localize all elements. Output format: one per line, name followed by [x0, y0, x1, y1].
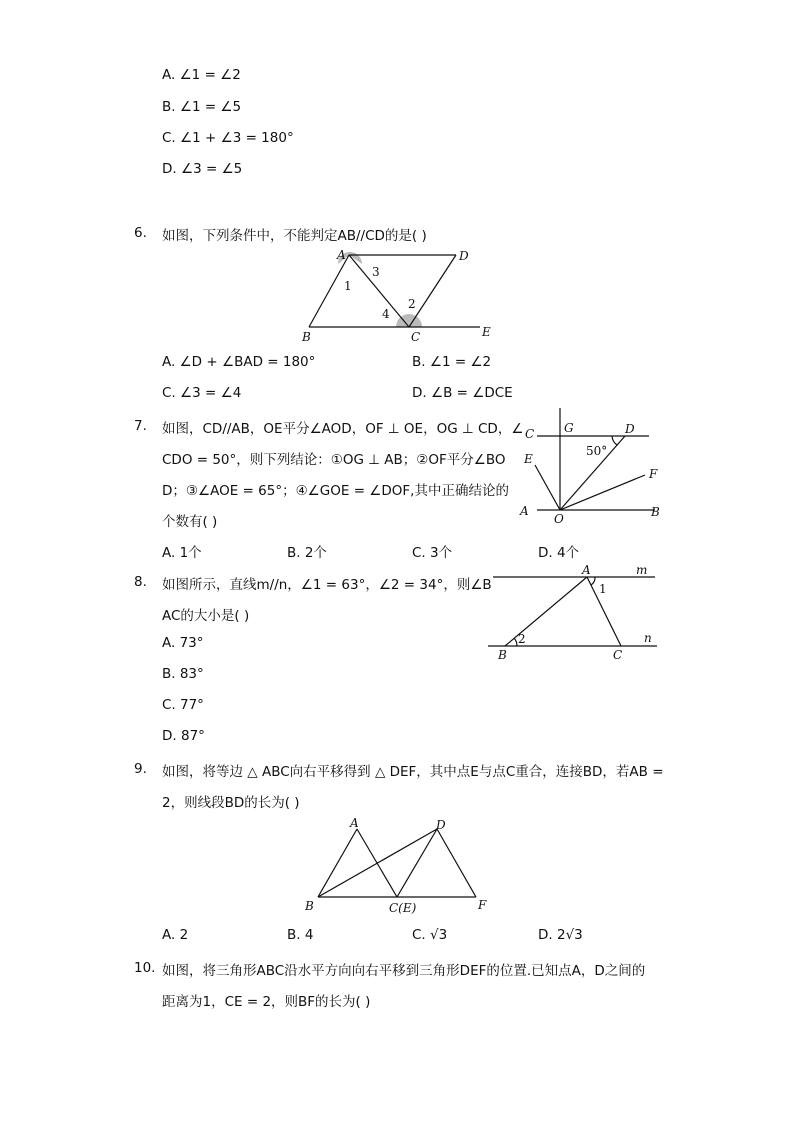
q7-label-d: D	[625, 422, 635, 436]
q6-option-a: A. ∠D + ∠BAD = 180°	[162, 354, 316, 370]
q8-label-1: 1	[599, 582, 607, 596]
q9-label-d: D	[436, 818, 446, 832]
q8-label-b: B	[498, 648, 507, 662]
q8-figure	[485, 560, 665, 665]
q6-label-b: B	[302, 330, 311, 344]
q8-option-a: A. 73°	[162, 635, 204, 651]
q9-label-a: A	[350, 816, 359, 830]
q6-number: 6.	[134, 225, 147, 241]
q7-label-o: O	[554, 512, 564, 526]
q8-option-c: C. 77°	[162, 697, 204, 713]
q6-option-c: C. ∠3 = ∠4	[162, 385, 242, 401]
q7-stem-line-3: D；③∠AOE = 65°；④∠GOE = ∠DOF,其中正确结论的	[162, 483, 509, 499]
q8-label-c: C	[613, 648, 623, 662]
q10-stem-line-1: 如图，将三角形ABC沿水平方向向右平移到三角形DEF的位置.已知点A，D之间的	[162, 963, 646, 979]
q7-option-d: D. 4个	[538, 545, 580, 561]
q8-label-a: A	[582, 563, 591, 577]
q6-label-2: 2	[408, 297, 416, 311]
q7-label-g: G	[564, 421, 574, 435]
q6-label-c: C	[411, 330, 421, 344]
q8-stem-line-1: 如图所示，直线m//n，∠1 = 63°，∠2 = 34°，则∠B	[162, 577, 492, 593]
q9-option-b: B. 4	[287, 927, 314, 943]
q5-option-b: B. ∠1 = ∠5	[162, 99, 242, 115]
q7-label-e: E	[524, 452, 533, 466]
q8-stem-line-2: AC的大小是( )	[162, 608, 250, 624]
q5-option-c: C. ∠1 + ∠3 = 180°	[162, 130, 294, 146]
q5-option-d: D. ∠3 = ∠5	[162, 161, 243, 177]
q8-label-n: n	[644, 631, 652, 645]
q6-stem: 如图，下列条件中，不能判定AB//CD的是( )	[162, 228, 427, 244]
q5-option-a: A. ∠1 = ∠2	[162, 67, 241, 83]
q8-number: 8.	[134, 574, 147, 590]
q7-label-f: F	[649, 467, 658, 481]
q7-stem-line-2: CDO = 50°，则下列结论：①OG ⊥ AB；②OF平分∠BO	[162, 452, 506, 468]
q6-label-1: 1	[344, 279, 352, 293]
q9-label-f: F	[478, 898, 487, 912]
q7-angle-label: 50°	[586, 444, 608, 458]
q7-number: 7.	[134, 418, 147, 434]
q6-label-d: D	[459, 249, 469, 263]
q7-stem-line-1: 如图，CD//AB，OE平分∠AOD，OF ⊥ OE，OG ⊥ CD，∠	[162, 421, 524, 437]
q9-label-b: B	[305, 899, 314, 913]
q9-number: 9.	[134, 761, 147, 777]
q6-label-e: E	[482, 325, 491, 339]
q7-option-a: A. 1个	[162, 545, 202, 561]
q6-label-3: 3	[372, 265, 380, 279]
q9-option-c: C. √3	[412, 927, 448, 943]
q6-option-b: B. ∠1 = ∠2	[412, 354, 492, 370]
q9-stem-line-1: 如图，将等边 △ ABC向右平移得到 △ DEF，其中点E与点C重合，连接BD，若AB =	[162, 764, 664, 780]
q7-option-c: C. 3个	[412, 545, 453, 561]
q7-label-a: A	[520, 504, 529, 518]
q6-label-4: 4	[382, 307, 390, 321]
q9-label-ce: C(E)	[389, 901, 417, 915]
q7-stem-line-4: 个数有( )	[162, 514, 218, 530]
q7-figure	[515, 405, 675, 530]
q8-label-m: m	[636, 563, 648, 577]
q9-stem-line-2: 2，则线段BD的长为( )	[162, 795, 300, 811]
q8-option-d: D. 87°	[162, 728, 205, 744]
q10-stem-line-2: 距离为1，CE = 2，则BF的长为( )	[162, 994, 371, 1010]
q8-label-2: 2	[518, 632, 526, 646]
q10-number: 10.	[134, 960, 156, 976]
q9-option-d: D. 2√3	[538, 927, 583, 943]
q7-option-b: B. 2个	[287, 545, 327, 561]
q8-option-b: B. 83°	[162, 666, 204, 682]
q9-option-a: A. 2	[162, 927, 189, 943]
q7-label-b: B	[651, 505, 660, 519]
q6-figure	[290, 248, 510, 348]
q9-figure	[300, 815, 500, 915]
q7-label-c: C	[525, 427, 535, 441]
q6-label-a: A	[337, 248, 346, 262]
q6-option-d: D. ∠B = ∠DCE	[412, 385, 513, 401]
